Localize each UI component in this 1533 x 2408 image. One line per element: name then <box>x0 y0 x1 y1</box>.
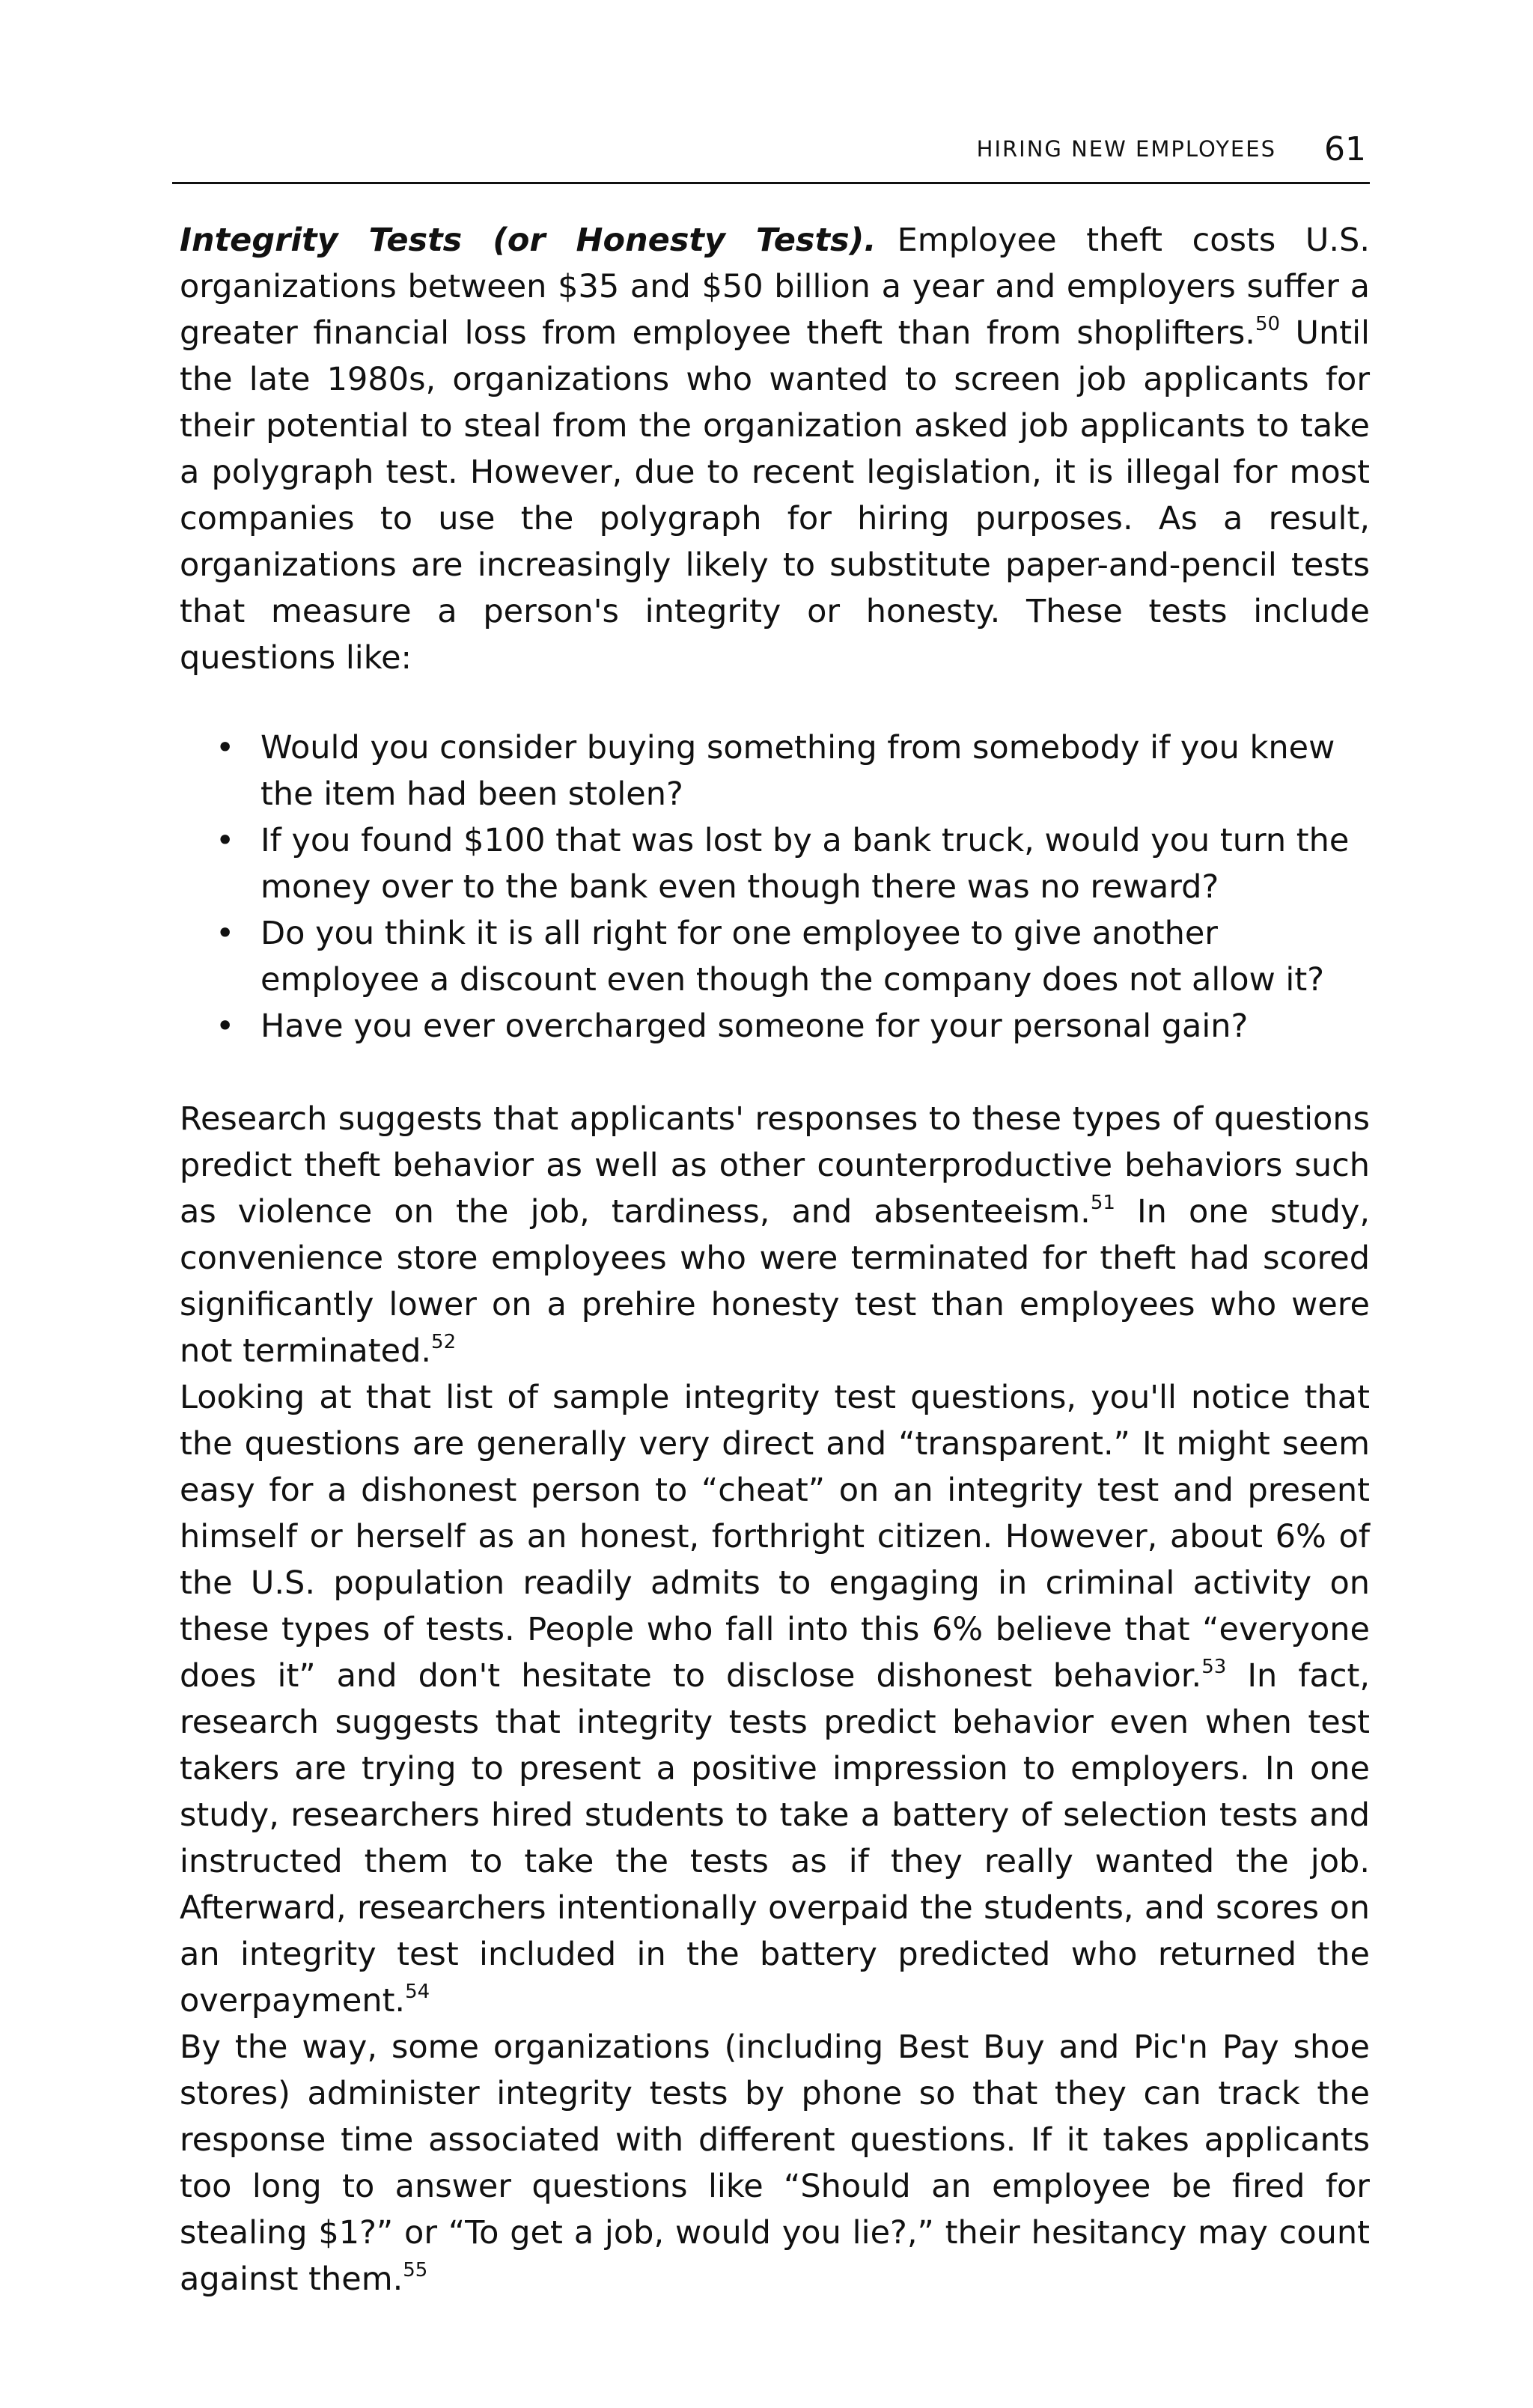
question-text: Have you ever overcharged someone for your personal gain? <box>260 1008 1249 1045</box>
footnote-ref: 50 <box>1255 313 1281 335</box>
paragraph-research <box>180 1096 1370 1374</box>
paragraph-text: Until the late 1980s, organizations who wanted to screen job applicants for their potential to steal from the organization asked job applicants to take a polygraph test. However, due to recent legislation, it is illegal for most companies to use the polygraph for hiring purposes. As a result, organizations are increasingly likely to substitute paper-and-pencil tests that measure a person's integrity or honesty. These tests include questions like: <box>180 314 1370 677</box>
footnote-ref: 52 <box>431 1331 457 1353</box>
question-list <box>180 725 1370 1049</box>
bullet-icon: • <box>216 1008 235 1045</box>
running-head-title: HIRING NEW EMPLOYEES <box>976 136 1276 162</box>
footnote-ref: 51 <box>1090 1192 1115 1214</box>
list-item <box>216 817 1370 910</box>
paragraph-text: In one study, convenience store employees who were terminated for theft had scored significantly lower on a prehire honesty test than employees who were not terminated. <box>180 1193 1370 1370</box>
list-item <box>216 1003 1370 1049</box>
paragraph-text: By the way, some organizations (including Best Buy and Pic'n Pay shoe stores) administer integrity tests by phone so that they can track the response time associated with different questions. If it takes applicants too long to answer questions like “Should an employee be fired for stealing $1?” or “To get a job, would you lie?,” their hesitancy may count against them. <box>180 2028 1370 2298</box>
bullet-icon: • <box>216 915 235 952</box>
body-text <box>180 217 1370 2302</box>
bullet-icon: • <box>216 822 235 859</box>
question-text: If you found $100 that was lost by a bank truck, would you turn the money over to the bank even though there was no reward? <box>260 822 1350 906</box>
footnote-ref: 54 <box>405 1981 430 2003</box>
paragraph-looking <box>180 1374 1370 2024</box>
paragraph-text: Employee theft costs U.S. organizations between $35 and $50 billion a year and employers suffer a greater financial loss from employee theft than from shoplifters. <box>180 222 1370 352</box>
list-item <box>216 910 1370 1003</box>
footnote-ref: 53 <box>1201 1656 1227 1678</box>
header-rule <box>172 182 1370 184</box>
page-number: 61 <box>1324 130 1366 168</box>
footnote-ref: 55 <box>403 2259 428 2281</box>
section-heading: Integrity Tests (or Honesty Tests). <box>180 222 877 259</box>
bullet-icon: • <box>216 729 235 766</box>
question-text: Do you think it is all right for one employee to give another employee a discount even though the company does not allow it? <box>260 915 1325 999</box>
paragraph-text: In fact, research suggests that integrity tests predict behavior even when test takers are trying to present a positive impression to employers. In one study, researchers hired students to take a battery of selection tests and instructed them to take the tests as if they really wanted the job. Afterward, researchers intentionally overpaid the students, and scores on an integrity test included in the battery predicted who returned the overpayment. <box>180 1657 1370 2020</box>
paragraph-by-the-way <box>180 2024 1370 2302</box>
running-head <box>172 120 1366 178</box>
paragraph-text: Research suggests that applicants' responses to these types of questions predict theft behavior as well as other counterproductive behaviors such as violence on the job, tardiness, and absenteeism. <box>180 1100 1370 1231</box>
question-text: Would you consider buying something from somebody if you knew the item had been stolen? <box>260 729 1335 813</box>
paragraph-text: Looking at that list of sample integrity test questions, you'll notice that the questions are generally very direct and “transparent.” It might seem easy for a dishonest person to “cheat” on an integrity test and present himself or herself as an honest, forthright citizen. However, about 6% of the U.S. population readily admits to engaging in criminal activity on these types of tests. People who fall into this 6% believe that “everyone does it” and don't hesitate to disclose dishonest behavior. <box>180 1379 1370 1695</box>
paragraph-integrity-tests <box>180 217 1370 681</box>
list-item <box>216 725 1370 817</box>
